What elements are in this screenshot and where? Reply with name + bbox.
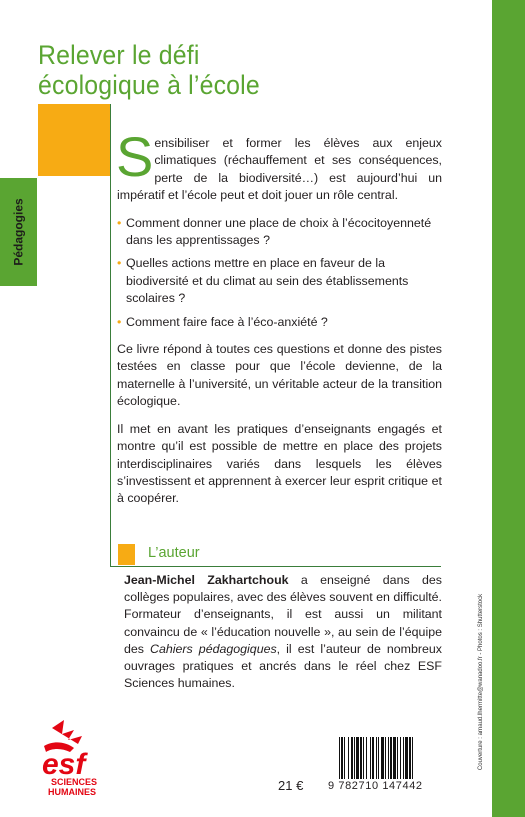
logo-figure-icon [52, 720, 82, 744]
barcode-bar [385, 737, 386, 779]
author-rule [110, 566, 441, 567]
publisher-logo [38, 718, 114, 796]
series-label: Pédagogies [11, 198, 26, 266]
list-item: • Comment donner une place de choix à l’écocitoyenneté dans les apprentissages ? [117, 215, 442, 250]
barcode-bar [370, 737, 371, 779]
barcode-bar [409, 737, 411, 779]
list-item: • Comment faire face à l’éco-anxiété ? [117, 314, 442, 331]
barcode-bar [378, 737, 379, 779]
barcode-bar [354, 737, 355, 779]
author-name: Jean-Michel Zakhartchouk [124, 573, 289, 587]
cover-credit [474, 568, 488, 796]
barcode-bar [388, 737, 389, 779]
barcode-bar [393, 737, 396, 779]
barcode-bar [376, 737, 377, 779]
series-label-wrap [0, 178, 37, 286]
paragraph-2: Ce livre répond à toutes ces questions et donne des pistes testées en classe pour que l’école devienne, de la maternelle à l’université, un véritable acteur de la transition écologique. [117, 342, 442, 409]
barcode-bar [381, 737, 384, 779]
intro-paragraph [116, 125, 442, 205]
book-title [38, 40, 260, 100]
author-bio [124, 572, 442, 692]
barcode-bar [397, 737, 398, 779]
drop-cap: S [116, 125, 154, 188]
barcode-bar [360, 737, 362, 779]
logo-line-2: HUMAINES [48, 787, 97, 796]
logo-text: esf [42, 748, 86, 781]
barcode-bar [348, 737, 349, 779]
paragraph-3: Il met en avant les pratiques d’enseignants engagés et montre qu’il est possible de mettre en place des projets interdisciplinaires variés dans lesquels les élèves s’investissent et apprennent à exercer leur esprit critique et à coopérer. [117, 421, 442, 506]
barcode-bar [339, 737, 340, 779]
main-text [116, 125, 442, 518]
title-line-1: Relever le défi [38, 40, 200, 70]
intro-text: ensibiliser et former les élèves aux enjeux climatiques (réchauffement et ses conséquences, perte de la biodiversité…) est aujourd’hui un impératif et l’école peut et doit jouer un rôle central. [117, 136, 442, 203]
yellow-accent-block [38, 104, 111, 176]
title-line-2: écologique à l’école [38, 70, 260, 100]
barcode-bar [351, 737, 353, 779]
barcode-bar [356, 737, 359, 779]
right-green-strip [492, 0, 525, 817]
barcode-bar [363, 737, 364, 779]
list-item: • Quelles actions mettre en place en faveur de la biodiversité et du climat au sein des établissements scolaires ? [117, 255, 442, 307]
barcode-bar [412, 737, 413, 779]
barcode-bar [344, 737, 345, 779]
barcode-bar [366, 737, 367, 779]
author-heading: L’auteur [148, 545, 200, 561]
author-text-b: , il est l’auteur de nombreux ouvrages pratiques et ancrés dans le réel chez ESF Sciences humaines. [124, 641, 442, 691]
barcode-bar [390, 737, 392, 779]
logo-line-1: SCIENCES [51, 777, 98, 787]
barcode-bar [405, 737, 408, 779]
author-text-a: a enseigné dans des collèges populaires, avec des élèves souvent en difficulté. Formateur d’enseignants, il est aussi un militant convaincu de « l’éducation nouvelle », au sein de l’équipe des [124, 573, 442, 656]
barcode-bar [341, 737, 343, 779]
barcode-bar [400, 737, 401, 779]
barcode-bar [403, 737, 404, 779]
barcode-bar [372, 737, 374, 779]
barcode-number: 9 782710 147442 [328, 780, 423, 792]
question-list [117, 215, 442, 331]
price: 21 € [278, 778, 304, 793]
cover-credit-text: Couverture : arnaud.lhermitte@wanadoo.fr - Photos : Shutterstock [478, 593, 484, 771]
author-text-italic: Cahiers pédagogiques [150, 641, 277, 656]
vertical-rule [110, 104, 111, 566]
author-heading-square [118, 544, 135, 565]
